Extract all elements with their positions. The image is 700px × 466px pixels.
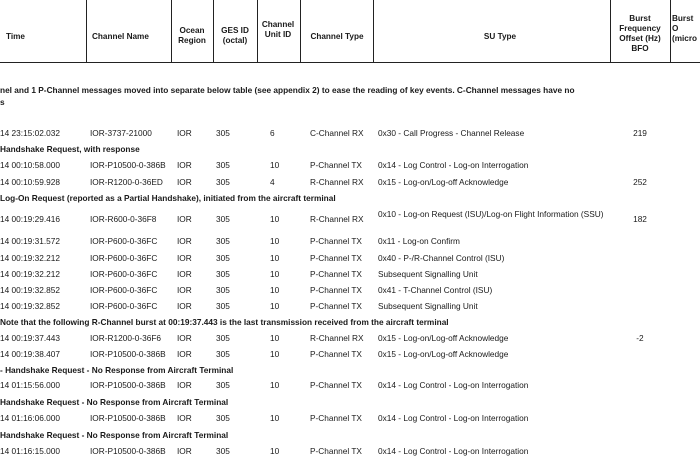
header-channel-unit-id: Channel Unit ID xyxy=(261,20,295,39)
cell-time: 14 00:19:32.212 xyxy=(0,269,60,279)
cell-time: 14 00:19:31.572 xyxy=(0,236,60,246)
cell-channel-unit-id: 4 xyxy=(270,177,275,187)
section-note: Note that the following R-Channel burst at 00:19:37.443 is the last transmission received from the aircraft terminal xyxy=(0,317,449,327)
cell-channel-name: IOR-P10500-0-386B xyxy=(90,380,166,390)
cell-channel-type: P-Channel TX xyxy=(310,413,362,423)
cell-su-type: 0x14 - Log Control - Log-on Interrogation xyxy=(378,446,529,456)
cell-ges-id: 305 xyxy=(216,380,230,390)
cell-channel-name: IOR-P10500-0-386B xyxy=(90,446,166,456)
cell-su-type: 0x15 - Log-on/Log-off Acknowledge xyxy=(378,349,509,359)
cell-su-type: 0x14 - Log Control - Log-on Interrogation xyxy=(378,380,529,390)
cell-channel-type: P-Channel TX xyxy=(310,349,362,359)
cell-time: 14 00:19:29.416 xyxy=(0,214,60,224)
cell-su-type: 0x11 - Log-on Confirm xyxy=(378,236,460,246)
cell-ges-id: 305 xyxy=(216,301,230,311)
cell-ges-id: 305 xyxy=(216,333,230,343)
cell-time: 14 00:19:32.852 xyxy=(0,285,60,295)
cell-time: 14 01:15:56.000 xyxy=(0,380,60,390)
cell-ges-id: 305 xyxy=(216,413,230,423)
cell-channel-unit-id: 10 xyxy=(270,253,280,263)
cell-ocean-region: IOR xyxy=(177,128,192,138)
cell-channel-name: IOR-P600-0-36FC xyxy=(90,236,158,246)
cell-channel-type: P-Channel TX xyxy=(310,269,362,279)
cell-channel-unit-id: 10 xyxy=(270,214,280,224)
cell-ges-id: 305 xyxy=(216,128,230,138)
cell-ocean-region: IOR xyxy=(177,269,192,279)
cell-channel-name: IOR-P600-0-36FC xyxy=(90,269,158,279)
header-time: Time xyxy=(6,32,25,41)
cell-su-type: 0x30 - Call Progress - Channel Release xyxy=(378,128,525,138)
cell-su-type: 0x15 - Log-on/Log-off Acknowledge xyxy=(378,333,509,343)
header-ocean-region: Ocean Region xyxy=(178,26,206,45)
cell-channel-unit-id: 10 xyxy=(270,333,280,343)
cell-ocean-region: IOR xyxy=(177,160,192,170)
cell-time: 14 00:19:32.852 xyxy=(0,301,60,311)
cell-channel-type: C-Channel RX xyxy=(310,128,364,138)
cell-channel-unit-id: 10 xyxy=(270,413,280,423)
cell-ges-id: 305 xyxy=(216,160,230,170)
cell-channel-type: P-Channel TX xyxy=(310,236,362,246)
cell-channel-unit-id: 10 xyxy=(270,301,280,311)
cell-bfo: 219 xyxy=(633,128,647,138)
cell-channel-type: P-Channel TX xyxy=(310,253,362,263)
cell-time: 14 00:19:37.443 xyxy=(0,333,60,343)
cell-channel-unit-id: 10 xyxy=(270,380,280,390)
section-note: Log-On Request (reported as a Partial Handshake), initiated from the aircraft terminal xyxy=(0,193,336,203)
cell-su-type: Subsequent Signalling Unit xyxy=(378,269,478,279)
cell-ocean-region: IOR xyxy=(177,214,192,224)
cell-channel-name: IOR-P10500-0-386B xyxy=(90,349,166,359)
cell-time: 14 00:19:32.212 xyxy=(0,253,60,263)
cell-ges-id: 305 xyxy=(216,446,230,456)
header-bfo: Burst Frequency Offset (Hz) BFO xyxy=(619,14,661,53)
cell-ocean-region: IOR xyxy=(177,413,192,423)
cell-time: 14 01:16:15.000 xyxy=(0,446,60,456)
header-ges-id: GES ID (octal) xyxy=(221,26,249,45)
cell-channel-name: IOR-R600-0-36F8 xyxy=(90,214,157,224)
cell-su-type: Subsequent Signalling Unit xyxy=(378,301,478,311)
cell-ges-id: 305 xyxy=(216,349,230,359)
cell-channel-name: IOR-P600-0-36FC xyxy=(90,301,158,311)
section-note: Handshake Request - No Response from Aircraft Terminal xyxy=(0,397,229,407)
cell-su-type: 0x14 - Log Control - Log-on Interrogation xyxy=(378,413,529,423)
section-note: Handshake Request - No Response from Aircraft Terminal xyxy=(0,430,229,440)
header-su-type: SU Type xyxy=(483,32,517,41)
cell-ocean-region: IOR xyxy=(177,446,192,456)
cell-channel-name: IOR-R1200-0-36ED xyxy=(90,177,163,187)
cell-su-type: 0x14 - Log Control - Log-on Interrogation xyxy=(378,160,529,170)
cell-ges-id: 305 xyxy=(216,214,230,224)
cell-channel-name: IOR-P600-0-36FC xyxy=(90,253,158,263)
cell-time: 14 23:15:02.032 xyxy=(0,128,60,138)
cell-channel-name: IOR-P600-0-36FC xyxy=(90,285,158,295)
cell-bfo: -2 xyxy=(636,333,644,343)
cell-time: 14 00:10:59.928 xyxy=(0,177,60,187)
cell-ocean-region: IOR xyxy=(177,177,192,187)
section-note: Handshake Request, with response xyxy=(0,144,140,154)
cell-channel-unit-id: 10 xyxy=(270,285,280,295)
cell-channel-type: R-Channel RX xyxy=(310,177,364,187)
cell-channel-type: P-Channel TX xyxy=(310,285,362,295)
cell-channel-unit-id: 10 xyxy=(270,446,280,456)
cell-ocean-region: IOR xyxy=(177,301,192,311)
cell-channel-unit-id: 10 xyxy=(270,349,280,359)
cell-bfo: 252 xyxy=(633,177,647,187)
cell-ges-id: 305 xyxy=(216,269,230,279)
intro-note: nel and 1 P-Channel messages moved into separate below table (see appendix 2) to ease the reading of key events. C-Channel messages have no s xyxy=(0,85,575,108)
cell-channel-name: IOR-R1200-0-36F6 xyxy=(90,333,162,343)
cell-su-type: 0x10 - Log-on Request (ISU)/Log-on Flight Information (SSU) xyxy=(378,209,604,219)
cell-ocean-region: IOR xyxy=(177,236,192,246)
cell-channel-type: R-Channel RX xyxy=(310,214,364,224)
cell-ocean-region: IOR xyxy=(177,333,192,343)
cell-time: 14 01:16:06.000 xyxy=(0,413,60,423)
cell-channel-type: P-Channel TX xyxy=(310,160,362,170)
cell-ges-id: 305 xyxy=(216,236,230,246)
cell-channel-type: P-Channel TX xyxy=(310,301,362,311)
header-channel-type: Channel Type xyxy=(310,32,364,41)
cell-ocean-region: IOR xyxy=(177,380,192,390)
cell-channel-unit-id: 10 xyxy=(270,236,280,246)
section-note: - Handshake Request - No Response from Aircraft Terminal xyxy=(0,365,234,375)
cell-channel-name: IOR-P10500-0-386B xyxy=(90,160,166,170)
cell-channel-name: IOR-P10500-0-386B xyxy=(90,413,166,423)
cell-channel-type: P-Channel TX xyxy=(310,446,362,456)
cell-ocean-region: IOR xyxy=(177,285,192,295)
cell-bfo: 182 xyxy=(633,214,647,224)
cell-su-type: 0x15 - Log-on/Log-off Acknowledge xyxy=(378,177,509,187)
cell-channel-unit-id: 6 xyxy=(270,128,275,138)
cell-channel-unit-id: 10 xyxy=(270,269,280,279)
cell-ges-id: 305 xyxy=(216,177,230,187)
cell-su-type: 0x40 - P-/R-Channel Control (ISU) xyxy=(378,253,505,263)
header-channel-name: Channel Name xyxy=(92,32,149,41)
cell-channel-type: P-Channel TX xyxy=(310,380,362,390)
cell-ges-id: 305 xyxy=(216,285,230,295)
cell-channel-name: IOR-3737-21000 xyxy=(90,128,152,138)
cell-su-type: 0x41 - T-Channel Control (ISU) xyxy=(378,285,493,295)
cell-ges-id: 305 xyxy=(216,253,230,263)
cell-channel-type: R-Channel RX xyxy=(310,333,364,343)
cell-ocean-region: IOR xyxy=(177,349,192,359)
header-bto-partial: Burst O (micro xyxy=(672,14,698,43)
cell-ocean-region: IOR xyxy=(177,253,192,263)
cell-time: 14 00:10:58.000 xyxy=(0,160,60,170)
cell-time: 14 00:19:38.407 xyxy=(0,349,60,359)
cell-channel-unit-id: 10 xyxy=(270,160,280,170)
